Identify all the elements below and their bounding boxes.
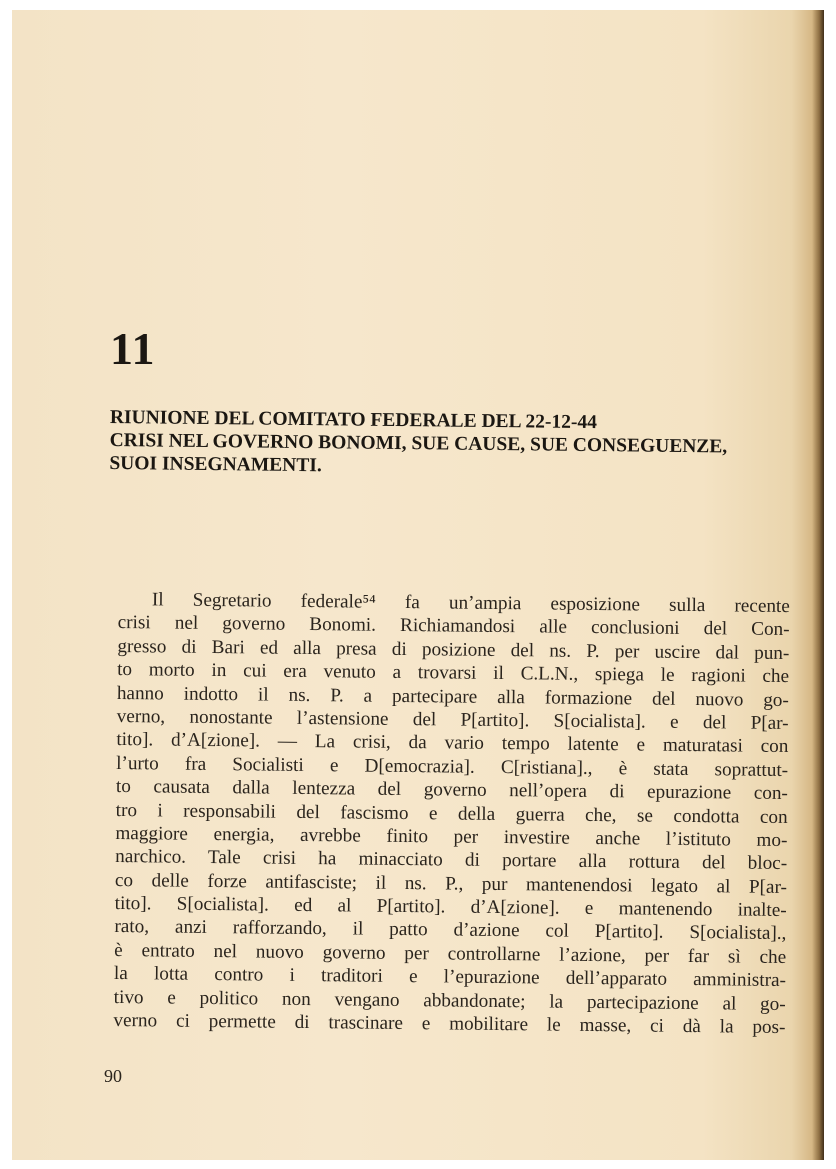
text-line: rato, anzi rafforzando, il patto d’azione col P[artito]. S[ocialista]., (114, 916, 787, 945)
text-line: gresso di Bari ed alla presa di posizione del ns. P. per uscire dal pun- (117, 635, 790, 664)
text-line: maggiore energia, avrebbe finito per investire anche l’istituto mo- (115, 822, 788, 851)
text-line: verno, nonostante l’astensione del P[artito]. S[ocialista]. e del P[ar- (116, 705, 789, 734)
text-line: Il Segretario federale⁵⁴ fa un’ampia esposizione sulla recente (151, 589, 790, 618)
text-line: tivo e politico non vengano abbandonate; la partecipazione al go- (113, 986, 786, 1015)
heading-line: SUOI INSEGNAMENTI. (109, 452, 322, 477)
book-page (12, 10, 824, 1160)
heading-line: CRISI NEL GOVERNO BONOMI, SUE CAUSE, SUE CONSEGUENZE, (109, 429, 728, 458)
text-line: tito]. d’A[zione]. — La crisi, da vario tempo latente e maturatasi con (116, 729, 789, 758)
page-number: 90 (104, 1066, 122, 1086)
text-line: è entrato nel nuovo governo per controllarne l’azione, per far sì che (114, 939, 787, 968)
text-line: narchico. Tale crisi ha minacciato di portare alla rottura del bloc- (115, 846, 788, 875)
text-line: co delle forze antifasciste; il ns. P., pur mantenendosi legato al P[ar- (114, 869, 788, 898)
body-paragraph (113, 588, 790, 1039)
text-line: la lotta contro i traditori e l’epurazione dell’apparato amministra- (113, 963, 787, 992)
chapter-number: 11 (110, 323, 156, 374)
text-line: to morto in cui era venuto a trovarsi il C.L.N., spiega le ragioni che (117, 659, 790, 688)
text-line: tro i responsabili del fascismo e della guerra che, se condotta con (115, 799, 788, 828)
text-line: verno ci permette di trascinare e mobilitare le masse, ci dà la pos- (113, 1010, 786, 1039)
text-line: hanno indotto il ns. P. a partecipare alla formazione del nuovo go- (116, 682, 789, 711)
text-line: crisi nel governo Bonomi. Richiamandosi alle conclusioni del Con- (117, 612, 790, 641)
text-line: to causata dalla lentezza del governo nell’opera di epurazione con- (115, 776, 788, 805)
chapter-heading (109, 406, 800, 482)
text-line: tito]. S[ocialista]. ed al P[artito]. d’A[zione]. e mantenendo inalte- (114, 893, 787, 922)
text-line: l’urto fra Socialisti e D[emocrazia]. C[ristiana]., è stata soprattut- (116, 752, 789, 781)
book-spine-shadow (812, 10, 824, 1160)
heading-line: RIUNIONE DEL COMITATO FEDERALE DEL 22-12-44 (109, 406, 597, 434)
